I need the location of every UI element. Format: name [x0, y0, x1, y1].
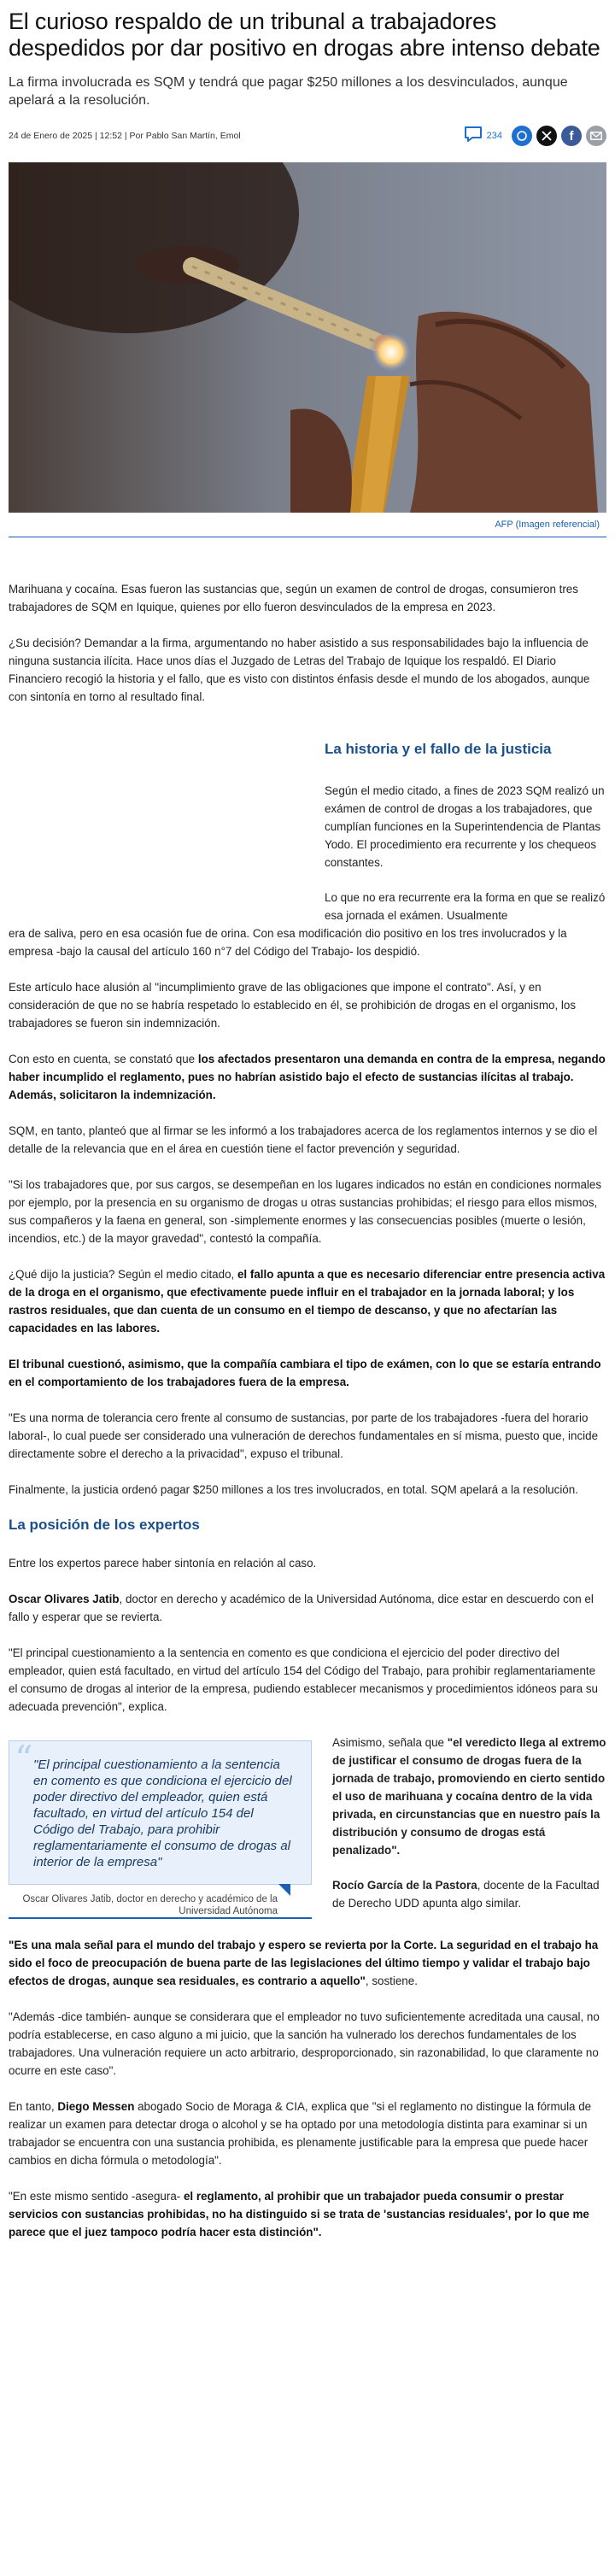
bold-span: "el veredicto llega al extremo de justificar el consumo de drogas fuera de la jornada de trabajo, promoviendo en cierto sentido el uso de marihuana y cocaína dentro de la vida privada, en circunstancias que en nuestro país la distribución y consumo de drogas está penalizado". — [332, 1736, 606, 1857]
bold-span: El tribunal cuestionó, asimismo, que la compañía cambiara el tipo de exámen, con lo que se estaría entrando en el comportamiento de los trabajadores fuera de la empresa. — [9, 1358, 601, 1388]
paragraph: Finalmente, la justicia ordenó pagar $250 millones a los tres involucrados, en total. SQM apelará a la resolución. — [9, 1483, 578, 1496]
text-span: Asimismo, señala que — [332, 1736, 448, 1749]
paragraph — [9, 2098, 606, 2169]
paragraph: "Es una norma de tolerancia cero frente al consumo de sustancias, por parte de los trabajadores -fuera del horario laboral-, lo cual puede ser considerado una vulneración de derechos fundamentales en sí misma, puesto que, incide directamente sobre el derecho a la privacidad", expuso el tribunal. — [9, 1411, 599, 1460]
text-span: En tanto, — [9, 2100, 58, 2113]
paragraph: Marihuana y cocaína. Esas fueron las sustancias que, según un examen de control de drogas, consumieron tres trabajadores de SQM en Iquique, quienes por ello fueron desvinculados de la empresa en 2023. — [9, 583, 578, 613]
expert-name: Oscar Olivares Jatib — [9, 1593, 120, 1605]
paragraph: Este artículo hace alusión al "incumplimiento grave de las obligaciones que impone el contrato". Así, y en consideración de que no se habría respetado lo establecido en él, se prohibición de drogas en el organismo, los trabajadores se fueron sin indemnización. — [9, 981, 577, 1030]
quote-section — [9, 1734, 606, 1936]
bold-span: los afectados presentaron una demanda en contra de la empresa, negando haber incumplido el reglamento, pues no habrían asistido bajo el efecto de sustancias ilícitas al trabajo. Además, solicitaron la indemnización. — [9, 1053, 606, 1101]
quote-tail-icon — [278, 1884, 290, 1896]
bold-span: el reglamento, al prohibir que un trabajador pueda consumir o prestar servicios con sustancias prohibidas, no ha distinguido si se trata de 'sustancias residuales', por lo que me parece que el juez tampoco podría hacer esta distinción". — [9, 2190, 589, 2239]
paragraph — [9, 1590, 606, 1626]
email-icon[interactable] — [586, 126, 606, 146]
quote-mark-icon: “ — [15, 1738, 33, 1780]
paragraph — [9, 1050, 606, 1104]
text-span: , doctor en derecho y académico de la Universidad Autónoma, dice estar en descuerdo con el fallo y esperar que se revierta. — [9, 1593, 594, 1623]
paragraph: "El principal cuestionamiento a la sentencia en comento es que condiciona el ejercicio del poder directivo del empleador, quien está facultado, en virtud del artículo 154 del Código del Trabajo, para prohibir reglamentariamente el consumo de drogas al interior de la empresa, pudiendo establecer mecanismos y procedimientos idóneos para su adecuada prevención", explica. — [9, 1646, 599, 1713]
paragraph: ¿Su decisión? Demandar a la firma, argumentando no haber asistido a sus responsabilidades bajo la influencia de ninguna sustancia ilícita. Hace unos días el Juzgado de Letras del Trabajo de Iquique los respaldó. El Diario Financiero recogió la historia y el fallo, que es visto con distintos énfasis desde el mundo de los abogados, aunque con sintonía en torno al resultado final. — [9, 637, 590, 703]
text-span: , sostiene. — [365, 1975, 418, 1987]
divider — [9, 1917, 312, 1919]
expert-name: Diego Messen — [57, 2100, 135, 2113]
section-history — [9, 724, 606, 924]
side-section — [325, 741, 606, 924]
text-span: "En este mismo sentido -asegura- — [9, 2190, 184, 2203]
x-icon[interactable] — [536, 126, 557, 146]
paragraph: "Si los trabajadores que, por sus cargos, se desempeñan en los lugares indicados no están en condiciones normales por ejemplo, por la presencia en su organismo de drogas u otras sustancias prohibidas; el riesgo para ellos mismos, sus compañeros y la faena en general, son -simplemente enormes y las consecuencias posibles (muerte o lesión, incendios, etc.) de la mayor gravedad", contestó la compañía. — [9, 1178, 602, 1245]
section-heading: La historia y el fallo de la justicia — [325, 741, 552, 757]
share-bar — [463, 125, 606, 148]
paragraph: Entre los expertos parece haber sintonía en relación al caso. — [9, 1557, 317, 1570]
pull-quote — [9, 1740, 312, 1919]
pull-quote-text: "El principal cuestionamiento a la sentencia en comento es que condiciona el ejercicio del poder directivo del empleador, quien está facultado, en virtud del artículo 154 del Código del Trabajo, para prohibir reglamentariamente el consumo de drogas al interior de la empresa" — [33, 1757, 292, 1869]
text-span: abogado Socio de Moraga & CIA, explica que "si el reglamento no distingue la fórmula de realizar un examen para detectar droga o alcohol y se ha optado por una metodología distinta para examinar si un trabajador se encuentra con una sustancia prohibida, es plenamente justificable para la empresa que puede hacer cambios en dicha fórmula o metodología". — [9, 2100, 592, 2167]
bold-span: el fallo apunta a que es necesario diferenciar entre presencia activa de la droga en el organismo, que efectivamente puede influir en el trabajador en la jornada laboral; y los rastros residuales, que dan cuenta de un consumo en el tiempo de descanso, y que no afectarían las capacidades en las labores. — [9, 1268, 606, 1335]
text-span: ¿Qué dijo la justicia? Según el medio citado, — [9, 1268, 237, 1281]
pull-quote-attribution: Oscar Olivares Jatib, doctor en derecho y académico de la Universidad Autónoma — [22, 1894, 278, 1916]
comments-link[interactable] — [463, 125, 502, 148]
bold-span: "Es una mala señal para el mundo del trabajo y espero se revierta por la Corte. La seguridad en el trabajo ha sido el foco de preocupación de buena parte de las legislaciones del último tiempo y validar el trabajo bajo efectos de drogas, aunque sea residuales, es contrario a aquello" — [9, 1939, 599, 1987]
photo-caption: AFP (Imagen referencial) — [9, 513, 606, 537]
article-subtitle: La firma involucrada es SQM y tendrá que pagar $250 millones a los desvinculados, aunque apelará a la resolución. — [9, 75, 568, 108]
paragraph — [9, 1355, 606, 1391]
meta-row — [9, 123, 606, 149]
facebook-icon[interactable]: f — [561, 126, 582, 146]
paragraph: era de saliva, pero en esa ocasión fue de orina. Con esa modificación dio positivo en los tres involucrados y la empresa -bajo la causal del artículo 160 n°7 del Código del Trabajo- los despidió. — [9, 927, 567, 958]
comment-count: 234 — [486, 131, 502, 141]
text-span: Con esto en cuenta, se constató que — [9, 1053, 198, 1065]
paragraph — [9, 1265, 606, 1337]
text-span: , docente de la Facultad de Derecho UDD apunta algo similar. — [332, 1879, 600, 1910]
pull-quote-box — [9, 1740, 312, 1885]
article-photo — [9, 162, 606, 513]
article-title: El curioso respaldo de un tribunal a trabajadores despedidos por dar positivo en drogas abre intenso debate — [9, 9, 600, 61]
paragraph: SQM, en tanto, planteó que al firmar se les informó a los trabajadores acerca de los reglamentos internos y se dio el detalle de la relevancia que en el área en cuestión tiene el factor prevención y seguridad. — [9, 1124, 598, 1155]
expert-name: Rocío García de la Pastora — [332, 1879, 477, 1892]
paragraph — [9, 2187, 606, 2241]
whatsapp-icon[interactable] — [512, 126, 532, 146]
section-heading: La posición de los expertos — [9, 1517, 200, 1533]
paragraph — [9, 1936, 606, 1990]
paragraph: Según el medio citado, a fines de 2023 SQM realizó un exámen de control de drogas a los trabajadores, que cumplían funciones en la Superintendencia de Plantas Yodo. El procedimiento era recurrente y los chequeos constantes. — [325, 784, 605, 869]
comment-icon — [463, 125, 483, 148]
paragraph: Lo que no era recurrente era la forma en que se realizó esa jornada el exámen. Usualmente — [325, 891, 606, 922]
byline: 24 de Enero de 2025 | 12:52 | Por Pablo San Martín, Emol — [9, 131, 241, 141]
paragraph: "Además -dice también- aunque se considerara que el empleador no tuvo suficientemente acreditada una causal, no podría establecerse, en caso alguno a mi juicio, que la sanción ha vulnerado los derechos fundamentales de los trabajadores. Una vulneración requiere un acto arbitrario, desproporcionado, sin razonabilidad, lo que claramente no ocurre en este caso". — [9, 2010, 600, 2077]
